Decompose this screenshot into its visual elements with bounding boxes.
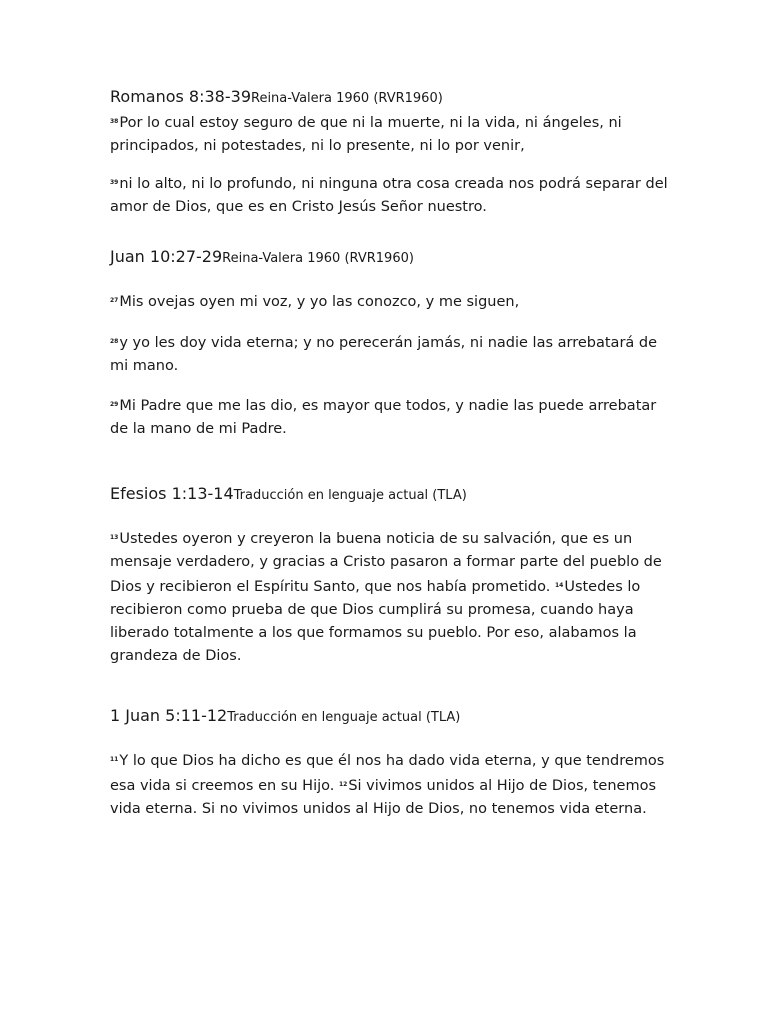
- verse-number: 39: [110, 179, 119, 186]
- verse: [110, 393, 670, 441]
- verse-text: Mis ovejas oyen mi voz, y yo las conozco, y me siguen,: [119, 294, 520, 310]
- verse: [110, 748, 670, 821]
- verse: [110, 330, 670, 378]
- verse-number: 13: [110, 534, 119, 541]
- verse-text: ni lo alto, ni lo profundo, ni ninguna otra cosa creada nos podrá separar del amor de Dios, que es en Cristo Jesús Señor nuestro.: [110, 176, 668, 215]
- verse-text: y yo les doy vida eterna; y no perecerán jamás, ni nadie las arrebatará de mi mano.: [110, 335, 658, 374]
- passage-efesios: [110, 483, 670, 668]
- passage-juan: [110, 246, 670, 441]
- verse-number: 11: [110, 756, 119, 763]
- verse-text: Por lo cual estoy seguro de que ni la muerte, ni la vida, ni ángeles, ni principados, ni potestades, ni lo presente, ni lo por venir,: [110, 115, 622, 154]
- verse-text: Ustedes lo recibieron como prueba de que Dios cumplirá su promesa, cuando haya liberado totalmente a los que formamos su pueblo. Por eso, alabamos la grandeza de Dios.: [110, 579, 641, 664]
- verse-number: 29: [110, 401, 119, 408]
- verse-text: Ustedes oyeron y creyeron la buena noticia de su salvación, que es un mensaje verdadero, y gracias a Cristo pasaron a formar parte del pueblo de Dios y recibieron el Espíritu Santo, que nos había prometido.: [110, 531, 662, 595]
- passage-1-juan: [110, 705, 670, 821]
- passage-romanos: [110, 86, 670, 219]
- verse-number: 12: [338, 781, 348, 788]
- bible-version: Reina-Valera 1960 (RVR1960): [251, 91, 443, 106]
- verse-number: 14: [554, 582, 564, 589]
- bible-version: Traducción en lenguaje actual (TLA): [227, 710, 461, 725]
- passage-reference: Efesios 1:13-14: [110, 484, 234, 503]
- verse-number: 27: [110, 297, 119, 304]
- verse: [110, 171, 670, 219]
- verse: [110, 526, 670, 668]
- bible-version: Reina-Valera 1960 (RVR1960): [222, 251, 414, 266]
- passage-reference: Romanos 8:38-39: [110, 87, 251, 106]
- passage-reference: Juan 10:27-29: [110, 247, 223, 266]
- passage-reference: 1 Juan 5:11-12: [110, 706, 228, 725]
- passage-heading: [110, 246, 670, 270]
- verse-number: 38: [110, 118, 119, 125]
- verse-number: 28: [110, 338, 119, 345]
- passage-heading: [110, 705, 670, 729]
- verse: [110, 289, 670, 314]
- verse-text: Si vivimos unidos al Hijo de Dios, tenemos vida eterna. Si no vivimos unidos al Hijo de Dios, no tenemos vida eterna.: [110, 778, 656, 817]
- passage-heading: [110, 86, 670, 110]
- passage-heading: [110, 483, 670, 507]
- bible-version: Traducción en lenguaje actual (TLA): [233, 488, 467, 503]
- verse: [110, 110, 670, 158]
- verse-text: Mi Padre que me las dio, es mayor que todos, y nadie las puede arrebatar de la mano de mi Padre.: [110, 398, 657, 437]
- verse-text: Y lo que Dios ha dicho es que él nos ha dado vida eterna, y que tendremos esa vida si creemos en su Hijo.: [110, 753, 665, 794]
